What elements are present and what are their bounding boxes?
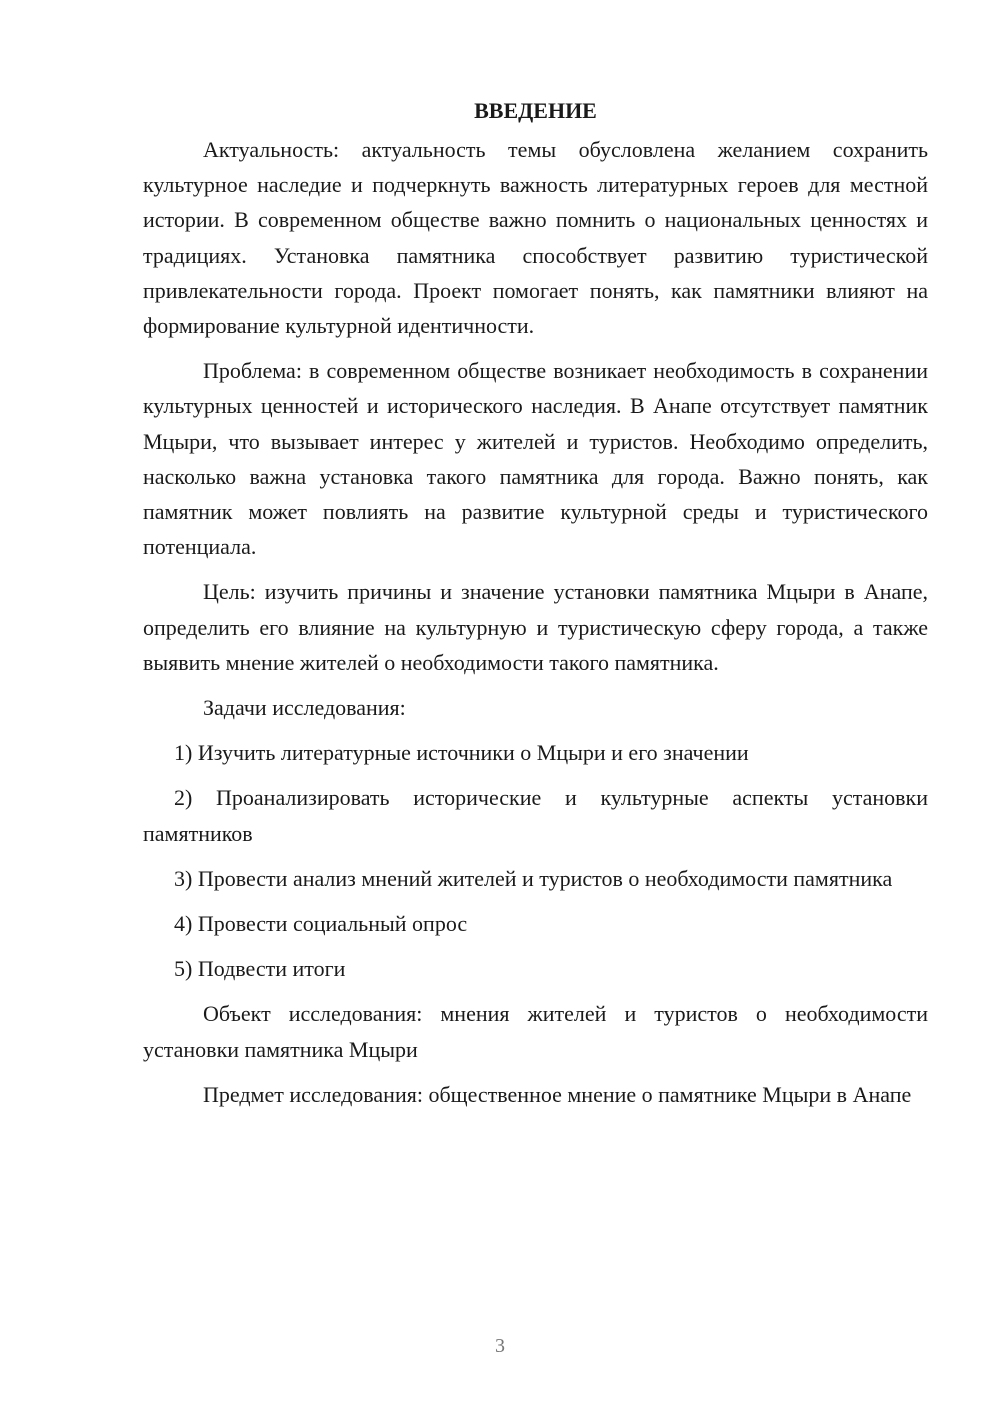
task-item-5: 5) Подвести итоги — [174, 956, 346, 982]
section-title: ВВЕДЕНИЕ — [474, 98, 597, 123]
tasks-heading: Задачи исследования: — [203, 695, 406, 721]
task-item-2: 2) Проанализировать исторические и культурные аспекты установки памятников — [143, 785, 928, 846]
goal-paragraph: Цель: изучить причины и значение установки памятника Мцыри в Анапе, определить его влияние на культурную и туристическую сферу города, а также выявить мнение жителей о необходимости такого памятника. — [143, 579, 928, 675]
problem-paragraph: Проблема: в современном обществе возникает необходимость в сохранении культурных ценностей и исторического наследия. В Анапе отсутствует памятник Мцыри, что вызывает интерес у жителей и туристов. Необходимо определить, насколько важна установка такого памятника для города. Важно понять, как памятник может повлиять на развитие культурной среды и туристического потенциала. — [143, 358, 928, 560]
object-paragraph: Объект исследования: мнения жителей и туристов о необходимости установки памятника Мцыри — [143, 1001, 928, 1062]
task-item-4: 4) Провести социальный опрос — [174, 911, 468, 937]
task-item-3: 3) Провести анализ мнений жителей и туристов о необходимости памятника — [174, 865, 893, 891]
relevance-paragraph: Актуальность: актуальность темы обусловлена желанием сохранить культурное наследие и подчеркнуть важность литературных героев для местной истории. В современном обществе важно помнить о национальных ценностях и традициях. Установка памятника способствует развитию туристической привлекательности города. Проект помогает понять, как памятники влияют на формирование культурной идентичности. — [143, 137, 928, 339]
page-number: 3 — [495, 1335, 505, 1357]
subject-paragraph: Предмет исследования: общественное мнение о памятнике Мцыри в Анапе — [203, 1081, 912, 1107]
task-item-1: 1) Изучить литературные источники о Мцыри и его значении — [174, 740, 749, 766]
